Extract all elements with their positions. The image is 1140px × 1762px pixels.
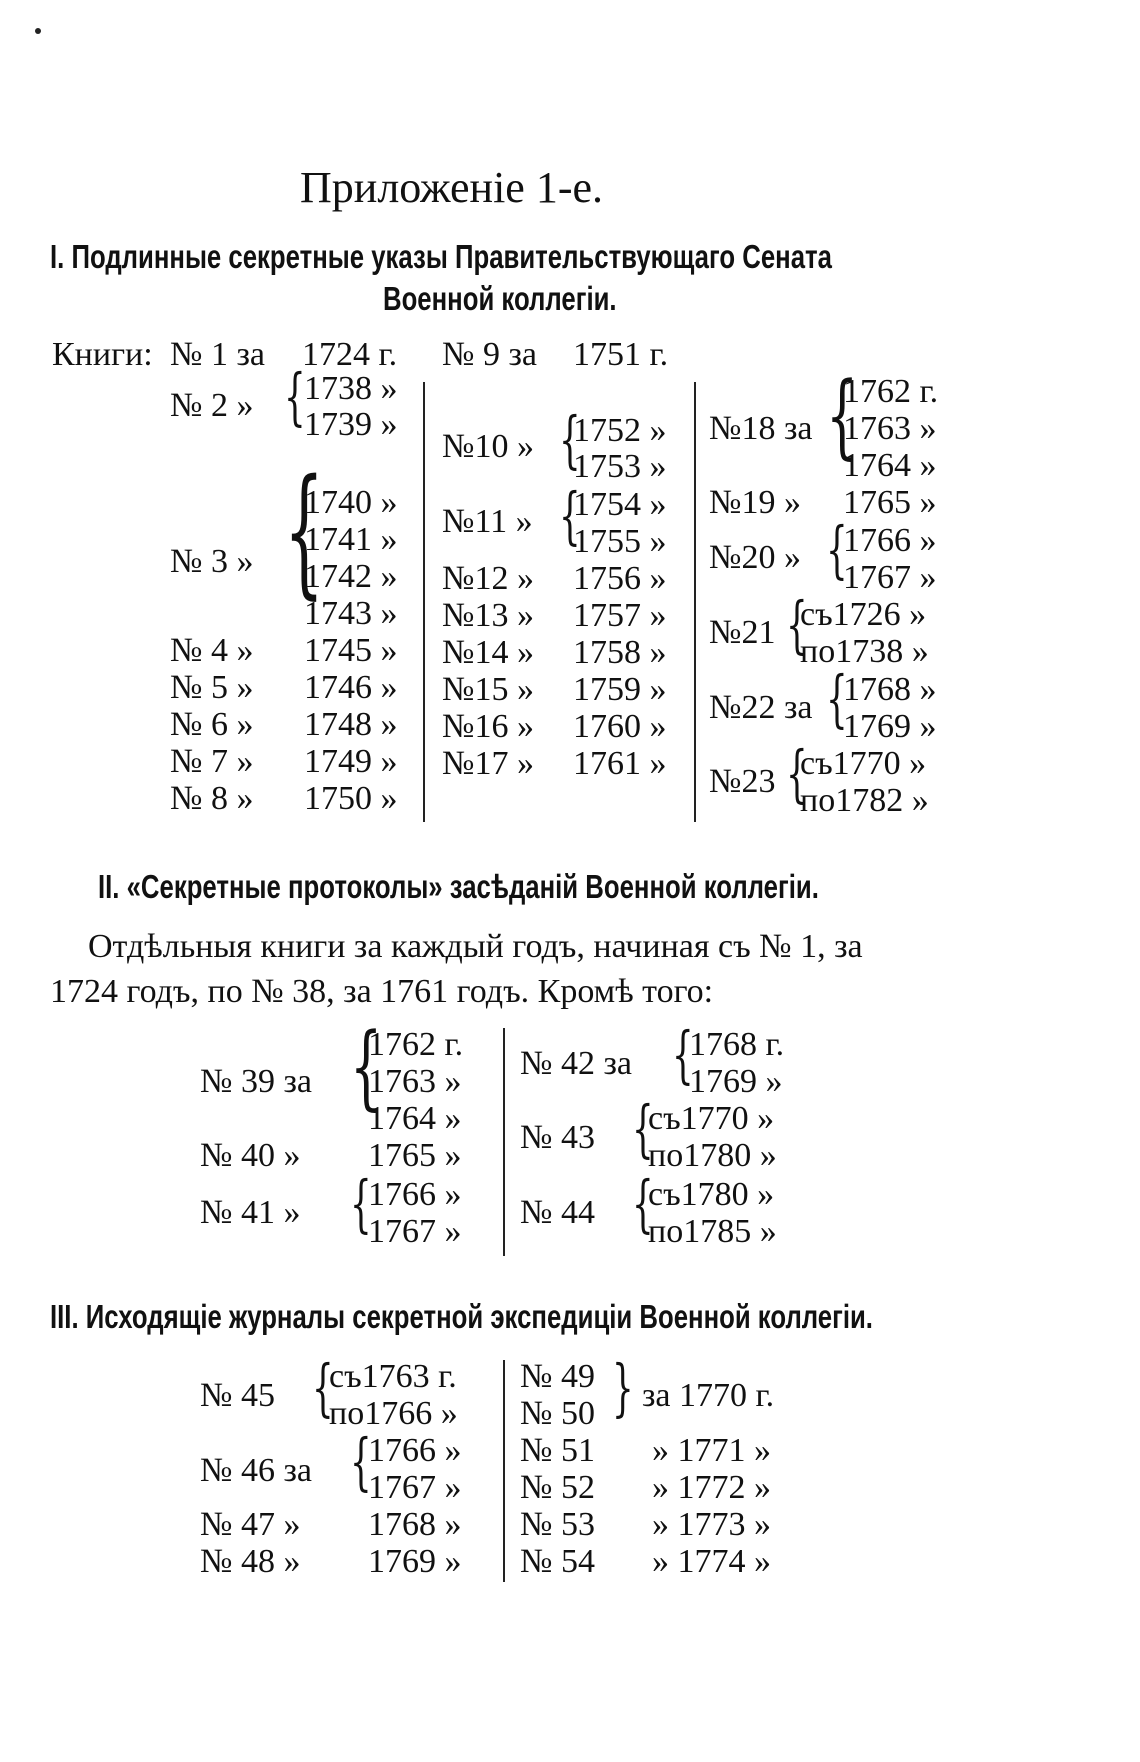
book-number: №18 за (709, 410, 813, 447)
book-number: № 9 за (442, 336, 537, 373)
journal-year: 1769 » (368, 1543, 462, 1580)
book-year: 1740 » (304, 484, 398, 521)
journal-year: съ1763 г. (329, 1358, 457, 1395)
protocol-year: 1766 » (368, 1176, 462, 1213)
book-number: № 6 » (170, 706, 254, 743)
book-number: № 5 » (170, 669, 254, 706)
books-label: Книги: (52, 336, 153, 373)
section1-heading: I. Подлинные секретные указы Правительствующаго Сената (50, 238, 832, 275)
book-year: 1739 » (304, 406, 398, 443)
book-year: по1782 » (800, 782, 929, 819)
protocol-number: № 39 за (200, 1063, 312, 1100)
protocol-year: по1780 » (648, 1137, 777, 1174)
section3-heading: III. Исходящіе журналы секретной экспедиціи Военной коллегіи. (50, 1298, 873, 1335)
journal-number: № 48 » (200, 1543, 301, 1580)
journal-number: № 54 (520, 1543, 595, 1580)
journal-number: № 49 (520, 1358, 595, 1395)
protocol-year: 1769 » (689, 1063, 783, 1100)
book-year: 1748 » (304, 706, 398, 743)
book-year: 1751 г. (573, 336, 669, 373)
book-year: 1750 » (304, 780, 398, 817)
book-year: 1743 » (304, 595, 398, 632)
journal-year: 1767 » (368, 1469, 462, 1506)
scan-speck (35, 28, 41, 34)
book-number: №20 » (709, 539, 801, 576)
book-year: 1769 » (843, 708, 937, 745)
book-number: №11 » (442, 503, 533, 540)
book-number: №15 » (442, 671, 534, 708)
book-number: №17 » (442, 745, 534, 782)
brace: { (672, 1018, 694, 1091)
brace: { (826, 662, 848, 735)
journal-number: № 45 (200, 1377, 275, 1414)
brace: { (350, 1013, 383, 1120)
book-year: съ1770 » (800, 745, 927, 782)
brace: { (350, 1167, 372, 1240)
book-number: № 2 » (170, 387, 254, 424)
brace: { (284, 360, 306, 433)
protocol-year: по1785 » (648, 1213, 777, 1250)
book-year: 1759 » (573, 671, 667, 708)
book-year: 1752 » (573, 412, 667, 449)
book-year: 1746 » (304, 669, 398, 706)
brace: { (826, 513, 848, 586)
journal-year: за 1770 г. (642, 1377, 775, 1414)
book-number: № 3 » (170, 543, 254, 580)
protocol-year: 1765 » (368, 1137, 462, 1174)
journal-number: № 46 за (200, 1452, 312, 1489)
book-year: 1745 » (304, 632, 398, 669)
journal-year: по1766 » (329, 1395, 458, 1432)
book-year: 1763 » (843, 410, 937, 447)
book-year: 1756 » (573, 560, 667, 597)
book-year: 1757 » (573, 597, 667, 634)
journal-year: » 1771 » (652, 1432, 771, 1469)
journal-number: № 52 (520, 1469, 595, 1506)
section2-paragraph: Отдѣльныя книги за каждый годъ, начиная съ № 1, за (88, 928, 863, 965)
book-number: №22 за (709, 689, 813, 726)
book-year: 1758 » (573, 634, 667, 671)
book-year: 1724 г. (302, 336, 398, 373)
brace: { (786, 737, 808, 810)
journal-year: » 1774 » (652, 1543, 771, 1580)
journal-number: № 50 (520, 1395, 595, 1432)
protocol-number: № 44 (520, 1194, 595, 1231)
book-number: №23 (709, 763, 776, 800)
section2-paragraph: 1724 годъ, по № 38, за 1761 годъ. Кромѣ того: (50, 973, 714, 1010)
journal-number: № 47 » (200, 1506, 301, 1543)
protocol-year: 1762 г. (368, 1026, 464, 1063)
closing-brace: } (612, 1351, 634, 1424)
book-year: 1766 » (843, 522, 937, 559)
protocol-number: № 42 за (520, 1045, 632, 1082)
book-number: №21 (709, 614, 776, 651)
protocol-year: 1763 » (368, 1063, 462, 1100)
brace: { (632, 1167, 654, 1240)
column-divider (503, 1360, 505, 1582)
journal-year: » 1773 » (652, 1506, 771, 1543)
brace: { (312, 1351, 334, 1424)
book-year: по1738 » (800, 633, 929, 670)
protocol-number: № 40 » (200, 1137, 301, 1174)
brace: { (632, 1092, 654, 1165)
brace: { (559, 403, 581, 476)
book-year: 1760 » (573, 708, 667, 745)
brace: { (350, 1425, 372, 1498)
book-number: №19 » (709, 484, 801, 521)
journal-number: № 51 (520, 1432, 595, 1469)
book-year: 1761 » (573, 745, 667, 782)
journal-year: 1768 » (368, 1506, 462, 1543)
book-number: № 1 за (170, 336, 265, 373)
book-year: 1765 » (843, 484, 937, 521)
book-year: 1753 » (573, 448, 667, 485)
journal-year: 1766 » (368, 1432, 462, 1469)
protocol-year: 1764 » (368, 1100, 462, 1137)
book-year: съ1726 » (800, 596, 927, 633)
book-number: №12 » (442, 560, 534, 597)
book-year: 1738 » (304, 370, 398, 407)
protocol-year: 1768 г. (689, 1026, 785, 1063)
book-year: 1767 » (843, 559, 937, 596)
brace: { (786, 588, 808, 661)
book-year: 1754 » (573, 486, 667, 523)
section2-heading: II. «Секретные протоколы» засѣданій Военной коллегіи. (98, 868, 819, 905)
protocol-number: № 41 » (200, 1194, 301, 1231)
book-number: №14 » (442, 634, 534, 671)
book-number: №16 » (442, 708, 534, 745)
book-year: 1755 » (573, 523, 667, 560)
page-title: Приложеніе 1-е. (300, 163, 604, 212)
protocol-year: 1767 » (368, 1213, 462, 1250)
book-year: 1762 г. (843, 373, 939, 410)
brace: { (559, 479, 581, 552)
brace: { (284, 450, 325, 613)
section1-heading-2: Военной коллегіи. (383, 280, 617, 317)
protocol-year: съ1780 » (648, 1176, 775, 1213)
book-year: 1742 » (304, 558, 398, 595)
book-year: 1764 » (843, 447, 937, 484)
column-divider (503, 1028, 505, 1256)
journal-year: » 1772 » (652, 1469, 771, 1506)
column-divider (423, 382, 425, 822)
book-number: № 7 » (170, 743, 254, 780)
book-year: 1768 » (843, 671, 937, 708)
book-number: №10 » (442, 428, 534, 465)
protocol-number: № 43 (520, 1119, 595, 1156)
column-divider (694, 382, 696, 822)
book-number: № 8 » (170, 780, 254, 817)
brace: { (826, 362, 859, 469)
journal-number: № 53 (520, 1506, 595, 1543)
book-year: 1741 » (304, 521, 398, 558)
book-year: 1749 » (304, 743, 398, 780)
book-number: № 4 » (170, 632, 254, 669)
book-number: №13 » (442, 597, 534, 634)
protocol-year: съ1770 » (648, 1100, 775, 1137)
